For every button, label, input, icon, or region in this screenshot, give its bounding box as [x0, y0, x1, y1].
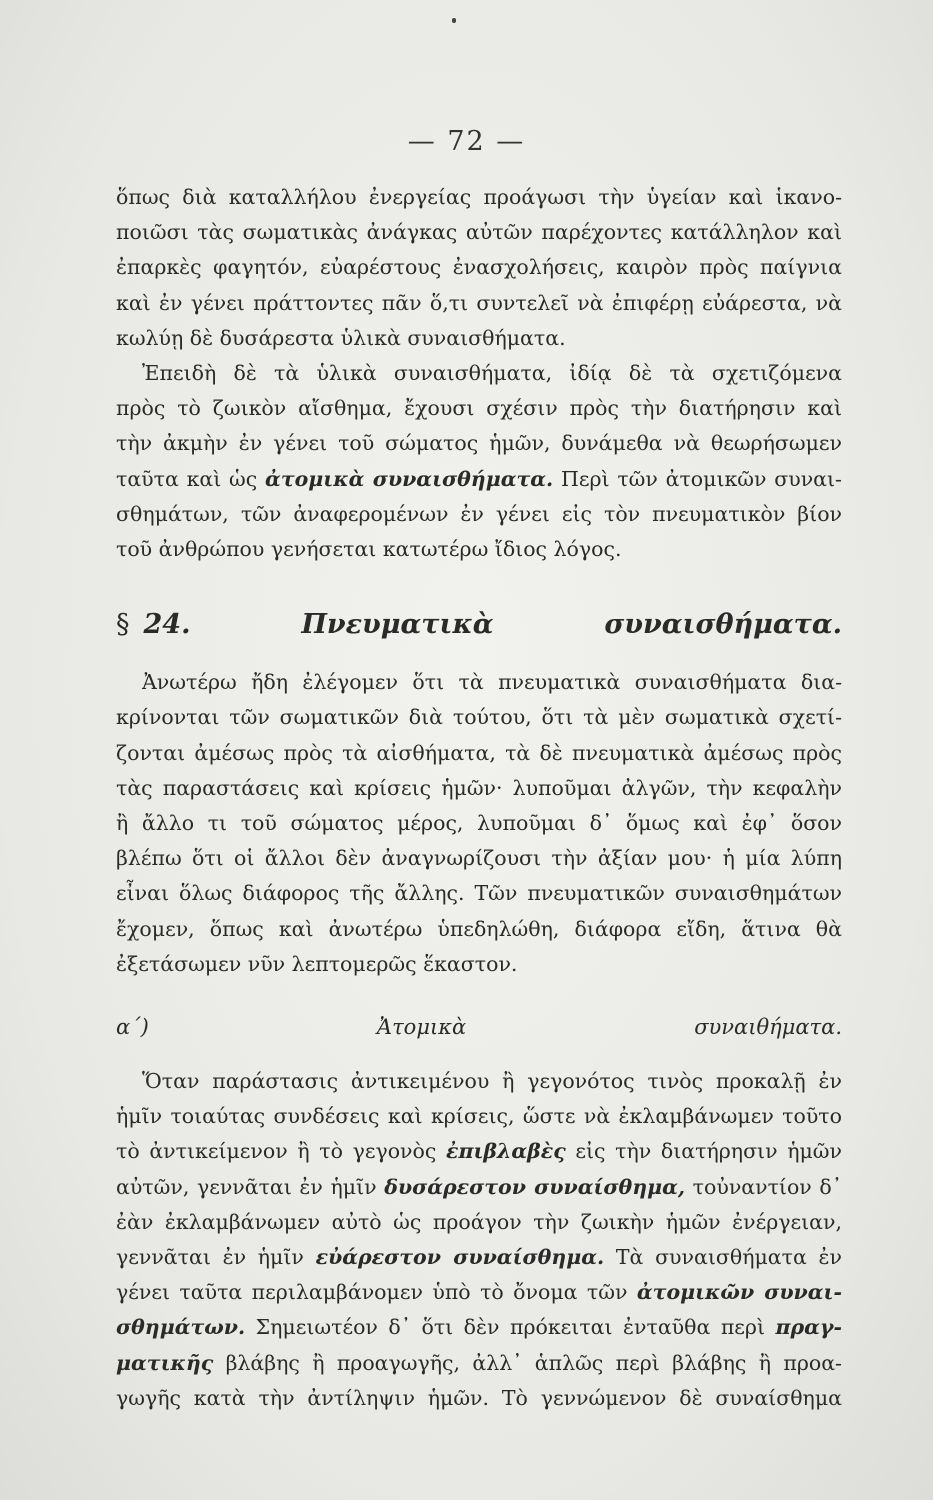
text-line: ζονται ἀμέσως πρὸς τὰ αἰσθήματα, τὰ δὲ πνευματικὰ ἀμέσως πρὸς [116, 740, 842, 765]
text-line: τὴν ἀκμὴν ἐν γένει τοῦ σώματος ἡμῶν, δυνάμεθα νὰ θεωρήσωμεν [116, 431, 842, 456]
emphasis-term: σθημάτων. [116, 1315, 246, 1340]
text-line: ἐπαρκὲς φαγητόν, εὐαρέστους ἐνασχολήσεις, καιρὸν πρὸς παίγνια [116, 255, 842, 280]
text-line: τοῦ ἀνθρώπου γενήσεται κατωτέρω ἴδιος λόγος. [116, 537, 622, 562]
text-line [116, 1346, 842, 1381]
section-symbol: § [116, 609, 130, 641]
text-line: σθημάτων, τῶν ἀναφερομένων ἐν γένει εἰς τὸν πνευματικὸν βίον [116, 501, 842, 526]
text-run: ταῦτα καὶ ὡς [116, 466, 258, 491]
text-line: καὶ ἐν γένει πράττοντες πᾶν ὅ,τι συντελεῖ νὰ ἐπιφέρῃ εὐάρεστα, νὰ [116, 290, 842, 315]
print-speck [452, 18, 456, 23]
text-line: ποιῶσι τὰς σωματικὰς ἀνάγκας αὐτῶν παρέχοντες κατάλληλον καὶ [116, 220, 842, 245]
section-number: 24. [143, 609, 191, 641]
emphasis-term: πραγ- [775, 1315, 842, 1340]
emphasis-term: ἐπιβλαβὲς [446, 1139, 566, 1164]
text-line: γωγῆς κατὰ τὴν ἀντίληψιν ἡμῶν. Τὸ γεννώμενον δὲ συναίσθημα [116, 1385, 842, 1410]
text-line: κρίνονται τῶν σωματικῶν διὰ τούτου, ὅτι τὰ μὲν σωματικὰ σχετί- [116, 705, 842, 730]
text-run: εἰς τὴν διατήρησιν ἡμῶν [575, 1139, 842, 1164]
text-line: κωλύῃ δὲ δυσάρεστα ὑλικὰ συναισθήματα. [116, 325, 566, 350]
emphasis-term: ἀτομικὰ συναισθήματα. [265, 466, 554, 491]
text-line [116, 462, 842, 497]
text-line: Ἀνωτέρω ἤδη ἐλέγομεν ὅτι τὰ πνευματικὰ συναισθήματα δια- [142, 670, 842, 695]
section-title: Πνευματικὰ συναισθήματα. [301, 609, 842, 641]
text-run: αὐτῶν, γεννᾶται ἐν ἡμῖν [116, 1174, 377, 1199]
text-run: Τὰ συναισθήματα ἐν [615, 1245, 842, 1270]
page-body [116, 180, 842, 1416]
text-line: ὅπως διὰ καταλλήλου ἐνεργείας προάγωσι τὴν ὑγείαν καὶ ἱκανο- [116, 185, 842, 209]
text-run: γεννᾶται ἐν ἡμῖν [116, 1245, 304, 1270]
text-line [116, 1310, 842, 1345]
text-line: ἔχομεν, ὅπως καὶ ἀνωτέρω ὑπεδηλώθη, διάφορα εἴδη, ἅτινα θὰ [116, 916, 842, 941]
text-line [116, 1240, 842, 1275]
text-line: εἶναι ὅλως διάφορος τῆς ἄλλης. Τῶν πνευματικῶν συναισθημάτων [116, 881, 842, 906]
text-line: Ὅταν παράστασις ἀντικειμένου ἢ γεγονότος τινὸς προκαλῇ ἐν [142, 1069, 842, 1094]
text-run: τοὐναντίον δ᾿ [692, 1174, 842, 1199]
text-line: πρὸς τὸ ζωικὸν αἴσθημα, ἔχουσι σχέσιν πρὸς τὴν διατήρησιν καὶ [116, 396, 842, 421]
section-heading [116, 605, 842, 645]
emphasis-term: δυσάρεστον συναίσθημα, [384, 1174, 686, 1199]
text-run: τὸ ἀντικείμενον ἢ τὸ γεγονὸς [116, 1139, 437, 1164]
emphasis-term: ἀτομικῶν συναι- [636, 1280, 842, 1305]
emphasis-term: εὐάρεστον συναίσθημα. [315, 1245, 605, 1270]
text-line: ἐὰν ἐκλαμβάνωμεν αὐτὸ ὡς προάγον τὴν ζωικὴν ἡμῶν ἐνέργειαν, [116, 1209, 842, 1234]
text-line [116, 1275, 842, 1310]
text-line [116, 1134, 842, 1169]
subsection-heading: α΄) Ἀτομικὰ συναιθήματα. [116, 1015, 842, 1040]
text-run: Περὶ τῶν ἀτομικῶν συναι- [560, 466, 842, 491]
text-line: τὰς παραστάσεις καὶ κρίσεις ἡμῶν· λυποῦμαι ἀλγῶν, τὴν κεφαλὴν [116, 775, 842, 800]
emphasis-term: ματικῆς [116, 1350, 214, 1375]
text-line: ἡμῖν τοιαύτας συνδέσεις καὶ κρίσεις, ὥστε νὰ ἐκλαμβάνωμεν τοῦτο [116, 1104, 842, 1129]
paragraph-4 [116, 1064, 842, 1416]
text-run: Σημειωτέον δ᾿ ὅτι δὲν πρόκειται ἐνταῦθα περὶ [255, 1315, 766, 1340]
text-run: γένει ταῦτα περιλαμβάνομεν ὑπὸ τὸ ὄνομα τῶν [116, 1280, 628, 1305]
text-run: βλάβης ἢ προαγωγῆς, ἀλλ᾿ ἁπλῶς περὶ βλάβης ἢ προα- [225, 1350, 842, 1375]
text-line: ἢ ἄλλο τι τοῦ σώματος μέρος, λυποῦμαι δ᾿ ὅμως καὶ ἐφ᾿ ὅσον [116, 811, 842, 836]
page-number: — 72 — [407, 126, 526, 157]
paragraph-2 [116, 356, 842, 567]
text-line: Ἐπειδὴ δὲ τὰ ὑλικὰ συναισθήματα, ἰδίᾳ δὲ τὰ σχετιζόμενα [142, 361, 842, 386]
text-line [116, 1170, 842, 1205]
text-line: βλέπω ὅτι οἱ ἄλλοι δὲν ἀναγνωρίζουσι τὴν ἀξίαν μου· ἡ μία λύπη [116, 846, 842, 871]
paragraph-1 [116, 180, 842, 356]
text-line: ἐξετάσωμεν νῦν λεπτομερῶς ἕκαστον. [116, 951, 518, 976]
paragraph-3 [116, 665, 842, 982]
